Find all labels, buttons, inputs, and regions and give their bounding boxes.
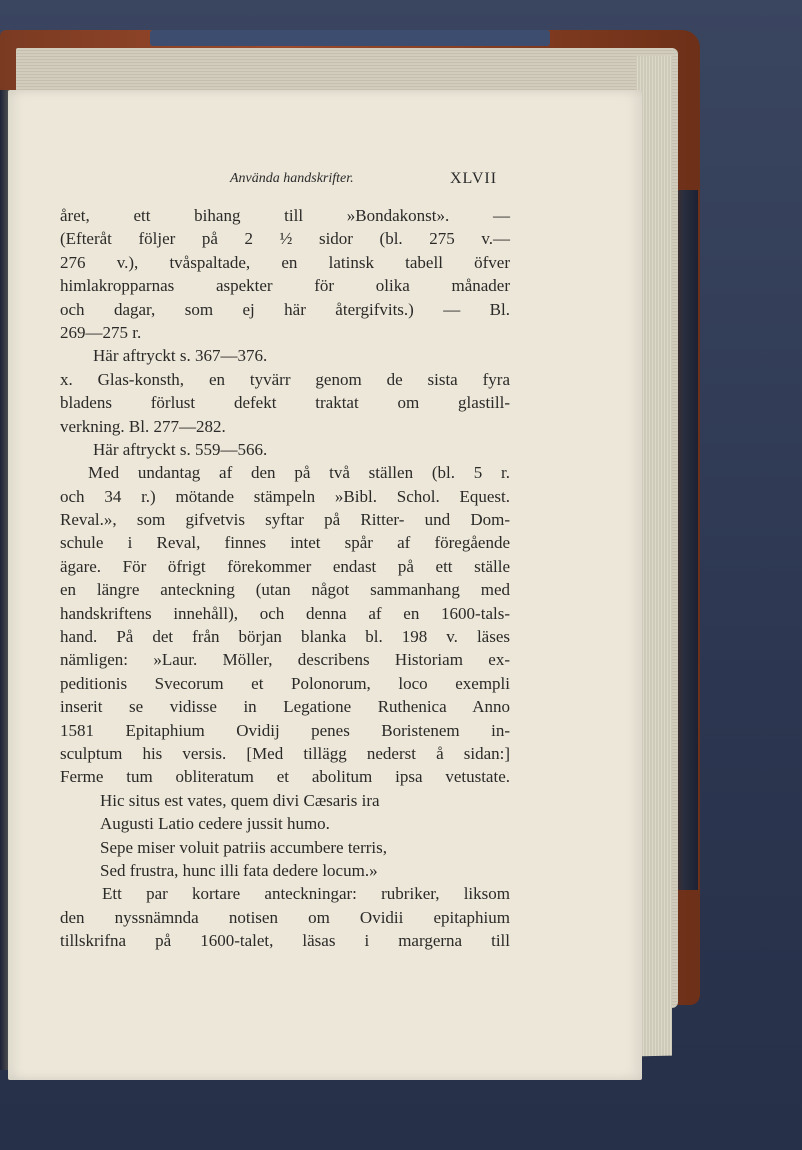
text-line: schule i Reval, finnes intet spår af föregående (60, 533, 510, 553)
text-line: verkning. Bl. 277—282. (60, 416, 226, 436)
poem-line: Sed frustra, hunc illi fata dedere locum.» (100, 860, 378, 880)
text-line: Med undantag af den på två ställen (bl. 5 r. (88, 463, 510, 483)
text-line: 1581 Epitaphium Ovidij penes Boristenem in- (60, 720, 510, 740)
text-line: Här aftryckt s. 367—376. (93, 346, 268, 366)
text-line: inserit se vidisse in Legatione Ruthenica Anno (60, 697, 510, 717)
text-line: och 34 r.) mötande stämpeln »Bibl. Schol. Equest. (60, 486, 510, 506)
text-line: hand. På det från början blanka bl. 198 v. läses (60, 627, 510, 647)
text-line: (Efteråt följer på 2 ½ sidor (bl. 275 v.— (60, 229, 510, 249)
text-line: peditionis Svecorum et Polonorum, loco exempli (60, 673, 510, 693)
text-line: handskriftens innehåll), och denna af en 1600-tals- (60, 603, 510, 623)
text-line: tillskrifna på 1600-talet, läsas i margerna till (60, 931, 510, 951)
running-title: Använda handskrifter. (230, 171, 354, 186)
poem-line: Hic situs est vates, quem divi Cæsaris ira (100, 790, 380, 810)
poem-line: Sepe miser voluit patriis accumbere terris, (100, 837, 388, 857)
text-line: och dagar, som ej här återgifvits.) — Bl. (60, 299, 510, 319)
body-text (60, 204, 510, 953)
cover-top-edge (150, 30, 550, 46)
poem-line: Augusti Latio cedere jussit humo. (100, 814, 330, 834)
text-line: bladens förlust defekt traktat om glastill- (60, 393, 510, 413)
text-line: Reval.», som gifvetvis syftar på Ritter- und Dom- (60, 510, 510, 530)
text-line: en längre anteckning (utan något sammanhang med (60, 580, 510, 600)
text-line: x. Glas-konsth, en tyvärr genom de sista fyra (60, 369, 510, 389)
page-number: XLVII (450, 170, 498, 187)
text-line: sculptum his versis. [Med tillägg nederst å sidan:] (60, 743, 510, 763)
running-header (230, 168, 530, 192)
text-line: nämligen: »Laur. Möller, describens Historiam ex- (60, 650, 510, 670)
text-line: 269—275 r. (60, 322, 142, 342)
text-line: ägare. För öfrigt förekommer endast på ett ställe (60, 556, 510, 576)
text-line: 276 v.), tvåspaltade, en latinsk tabell öfver (60, 252, 510, 272)
text-line: den nyssnämnda notisen om Ovidii epitaphium (60, 907, 510, 927)
text-line: Ett par kortare anteckningar: rubriker, liksom (102, 884, 510, 904)
text-line: Här aftryckt s. 559—566. (93, 439, 268, 459)
text-line: Ferme tum obliteratum et abolitum ipsa vetustate. (60, 767, 510, 787)
text-line: himlakropparnas aspekter för olika månader (60, 276, 510, 296)
text-line: året, ett bihang till »Bondakonst». — (60, 206, 510, 225)
